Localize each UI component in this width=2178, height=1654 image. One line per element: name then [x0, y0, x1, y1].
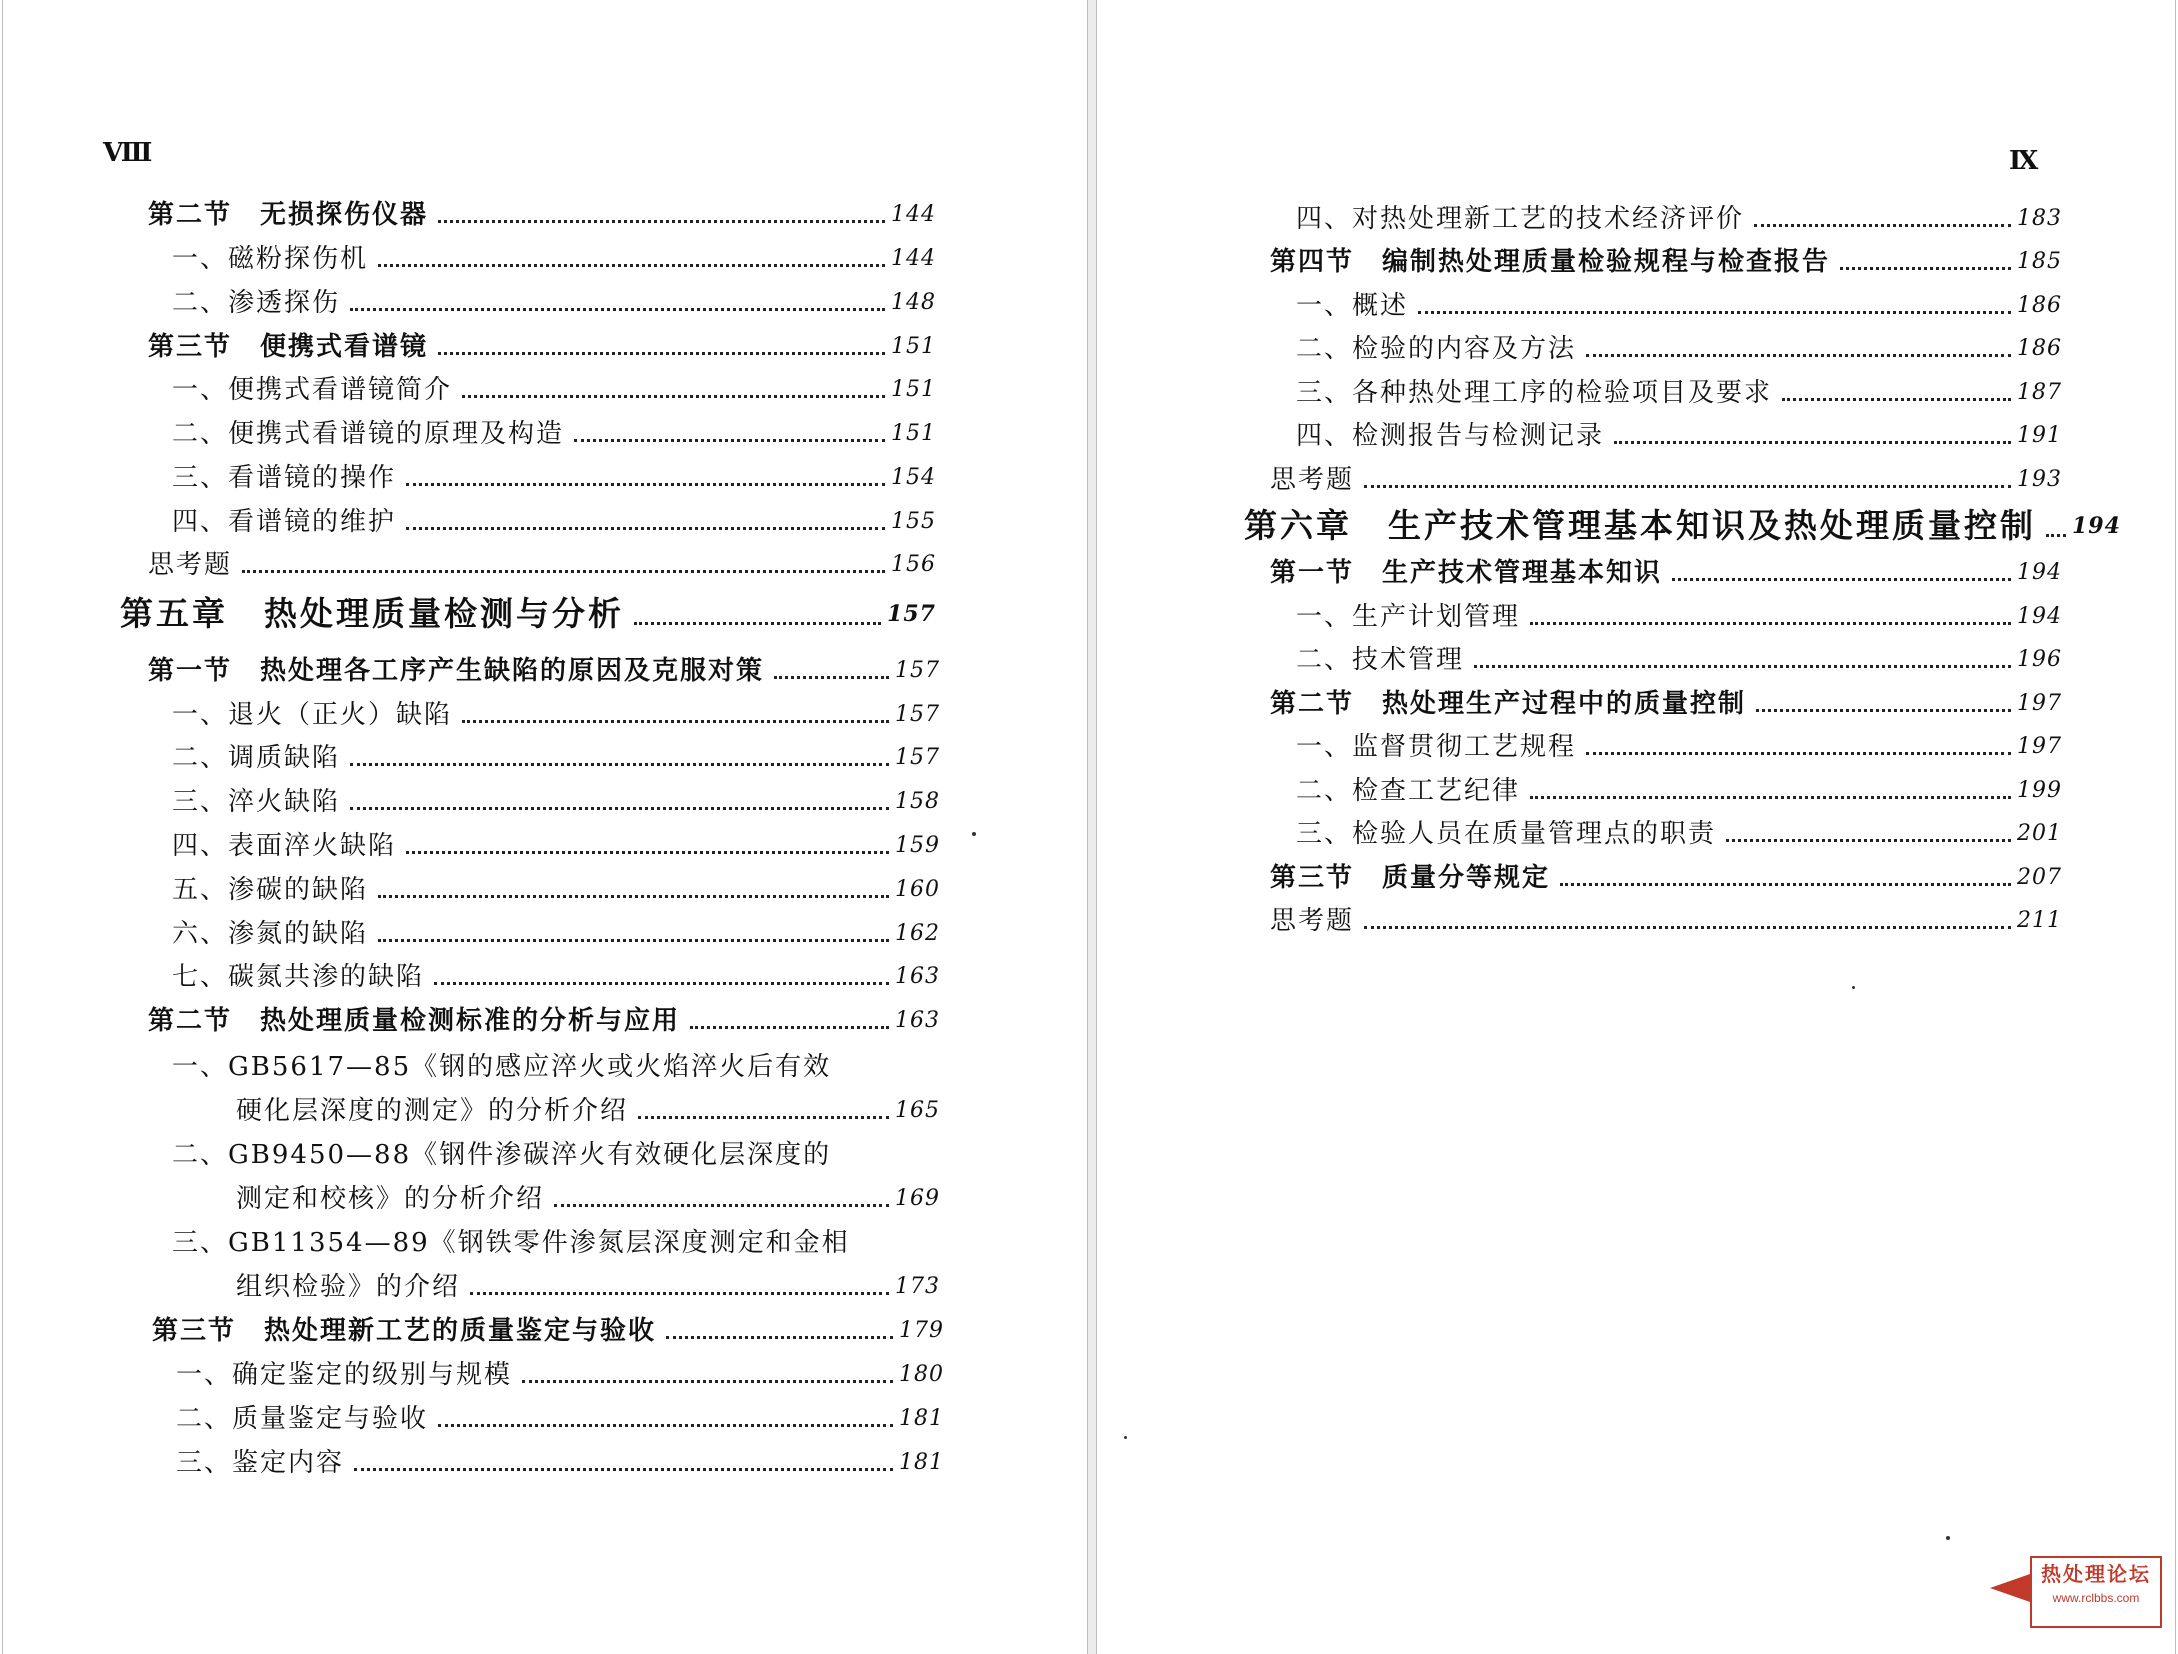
toc-entry: [172, 829, 940, 863]
toc-entry: [1270, 861, 2062, 895]
dot-leader: [1364, 926, 2011, 929]
toc-entry-title: 第一节 生产技术管理基本知识: [1270, 558, 1663, 588]
dot-leader: [462, 720, 889, 723]
dot-leader: [378, 264, 885, 267]
toc-page-number: 151: [891, 421, 936, 446]
dot-leader: [470, 1292, 889, 1295]
toc-page-number: 158: [895, 789, 940, 814]
toc-page-number: 194: [2072, 513, 2121, 539]
toc-page-number: 197: [2017, 691, 2062, 716]
toc-page-number: 151: [891, 377, 936, 402]
toc-page-number: 162: [895, 921, 940, 946]
dot-leader: [1672, 578, 2011, 581]
toc-entry-title: 四、检测报告与检测记录: [1296, 421, 1605, 451]
dot-leader: [350, 807, 889, 810]
dot-leader: [2046, 534, 2066, 537]
toc-entry-title: 一、GB5617—85《钢的感应淬火或火焰淬火后有效: [172, 1052, 832, 1082]
dot-leader: [354, 1468, 893, 1471]
toc-entry: [1270, 245, 2062, 279]
toc-entry: [172, 286, 936, 320]
dot-leader: [1726, 839, 2011, 842]
dot-leader: [1364, 485, 2011, 488]
toc-page-number: 197: [2017, 734, 2062, 759]
toc-entry: [1296, 730, 2062, 764]
toc-entry: [148, 330, 936, 364]
toc-entry: [1296, 600, 2062, 634]
watermark-stamp: [2030, 1556, 2162, 1628]
dot-leader: [1474, 665, 2011, 668]
toc-entry: [176, 1358, 944, 1392]
dot-leader: [554, 1204, 889, 1207]
toc-entry: [1296, 202, 2062, 236]
toc-page-number: 193: [2017, 467, 2062, 492]
toc-entry-title: 二、渗透探伤: [172, 288, 341, 318]
dot-leader: [1530, 622, 2011, 625]
toc-entry-title: 五、渗碳的缺陷: [172, 875, 369, 905]
toc-entry-title: 思考题: [148, 550, 233, 580]
toc-entry-title: 二、便携式看谱镜的原理及构造: [172, 419, 565, 449]
toc-page-number: 157: [887, 601, 936, 627]
dot-leader: [1756, 709, 2011, 712]
watermark-arrow-icon: [1990, 1574, 2030, 1602]
toc-entry-title: 第三节 热处理新工艺的质量鉴定与验收: [152, 1316, 657, 1346]
toc-entry-title: 第二节 热处理质量检测标准的分析与应用: [148, 1006, 681, 1036]
toc-entry: [1244, 506, 2121, 546]
toc-page-number: 186: [2017, 336, 2062, 361]
dot-leader: [438, 220, 885, 223]
toc-entry-title: 思考题: [1270, 465, 1355, 495]
dot-leader: [1530, 796, 2011, 799]
toc-page-number: 183: [2017, 206, 2062, 231]
toc-page-number: 155: [891, 509, 936, 534]
toc-entry: [120, 594, 936, 634]
scan-speck: [1852, 986, 1855, 989]
toc-page-number: 207: [2017, 865, 2062, 890]
toc-page-number: 191: [2017, 423, 2062, 448]
toc-entry: [172, 1226, 850, 1260]
toc-entry: [172, 417, 936, 451]
toc-entry-title: 三、淬火缺陷: [172, 787, 341, 817]
toc-entry-title: 第三节 便携式看谱镜: [148, 332, 429, 362]
toc-entry-title: 思考题: [1270, 906, 1355, 936]
dot-leader: [574, 439, 885, 442]
toc-entry: [172, 461, 936, 495]
toc-entry-title-continued: 硬化层深度的测定》的分析介绍: [236, 1096, 629, 1126]
dot-leader: [1754, 224, 2011, 227]
toc-entry-title: 二、GB9450—88《钢件渗碳淬火有效硬化层深度的: [172, 1140, 832, 1170]
toc-entry-title: 一、监督贯彻工艺规程: [1296, 732, 1577, 762]
toc-page-number: 199: [2017, 778, 2062, 803]
toc-page-number: 159: [895, 833, 940, 858]
toc-page-number: 157: [895, 702, 940, 727]
toc-entry: [172, 242, 936, 276]
toc-entry: [1270, 463, 2062, 497]
toc-entry: [1296, 289, 2062, 323]
toc-entry-title: 七、碳氮共渗的缺陷: [172, 962, 425, 992]
scan-speck: [1946, 1536, 1950, 1540]
toc-entry-title: 四、看谱镜的维护: [172, 507, 397, 537]
toc-entry-title: 一、磁粉探伤机: [172, 244, 369, 274]
right-page-number: Ⅸ: [2009, 146, 2040, 176]
dot-leader: [434, 982, 889, 985]
toc-entry-title: 二、质量鉴定与验收: [176, 1404, 429, 1434]
toc-entry: [1296, 774, 2062, 808]
toc-page-number: 144: [891, 246, 936, 271]
toc-entry: [152, 1314, 944, 1348]
toc-entry: [1270, 687, 2062, 721]
toc-page-number: 154: [891, 465, 936, 490]
dot-leader: [1586, 752, 2011, 755]
toc-entry-continuation: [236, 1094, 940, 1128]
toc-entry-title: 第五章 热处理质量检测与分析: [120, 594, 624, 633]
book-gutter: [1088, 0, 1096, 1654]
dot-leader: [638, 1116, 889, 1119]
toc-entry: [1296, 643, 2062, 677]
dot-leader: [1614, 441, 2011, 444]
toc-entry-title: 三、看谱镜的操作: [172, 463, 397, 493]
toc-page-number: 180: [899, 1362, 944, 1387]
dot-leader: [1418, 311, 2011, 314]
toc-entry-title: 第四节 编制热处理质量检验规程与检查报告: [1270, 247, 1831, 277]
toc-entry-title: 三、检验人员在质量管理点的职责: [1296, 819, 1717, 849]
toc-entry-title: 一、概述: [1296, 291, 1409, 321]
dot-leader: [350, 308, 885, 311]
toc-page-number: 186: [2017, 293, 2062, 318]
toc-entry-title: 一、便携式看谱镜简介: [172, 375, 453, 405]
toc-entry-title: 二、调质缺陷: [172, 743, 341, 773]
toc-entry: [1296, 817, 2062, 851]
watermark-url: www.rclbbs.com: [2052, 1591, 2140, 1605]
toc-page-number: 156: [891, 552, 936, 577]
toc-entry: [172, 505, 936, 539]
toc-entry: [172, 741, 940, 775]
dot-leader: [462, 395, 885, 398]
toc-page-number: 165: [895, 1098, 940, 1123]
left-page-number: Ⅷ: [103, 138, 154, 168]
dot-leader: [378, 895, 889, 898]
toc-entry-title: 第一节 热处理各工序产生缺陷的原因及克服对策: [148, 656, 765, 686]
toc-page-number: 151: [891, 334, 936, 359]
dot-leader: [242, 570, 885, 573]
toc-entry-title: 第六章 生产技术管理基本知识及热处理质量控制: [1244, 506, 2036, 545]
toc-page-number: 179: [899, 1318, 944, 1343]
dot-leader: [438, 1424, 893, 1427]
toc-entry: [1296, 376, 2062, 410]
toc-entry: [172, 960, 940, 994]
toc-entry: [172, 1138, 831, 1172]
dot-leader: [774, 676, 889, 679]
toc-entry: [172, 373, 936, 407]
toc-page-number: 201: [2017, 821, 2062, 846]
toc-page-number: 157: [895, 658, 940, 683]
toc-entry-title-continued: 组织检验》的介绍: [236, 1272, 461, 1302]
toc-entry-title: 一、退火（正火）缺陷: [172, 700, 453, 730]
toc-page-number: 181: [899, 1406, 944, 1431]
dot-leader: [350, 763, 889, 766]
toc-entry: [172, 917, 940, 951]
toc-entry-continuation: [236, 1270, 940, 1304]
dot-leader: [666, 1336, 893, 1339]
toc-entry: [148, 1004, 940, 1038]
toc-page-number: 160: [895, 877, 940, 902]
toc-entry: [1296, 419, 2062, 453]
toc-entry-title: 二、检查工艺纪律: [1296, 776, 1521, 806]
toc-entry: [1296, 332, 2062, 366]
dot-leader: [690, 1026, 889, 1029]
dot-leader: [406, 851, 889, 854]
toc-page-number: 173: [895, 1274, 940, 1299]
dot-leader: [406, 527, 885, 530]
dot-leader: [522, 1380, 893, 1383]
toc-entry-title: 三、GB11354—89《钢铁零件渗氮层深度测定和金相: [172, 1228, 850, 1258]
toc-page-number: 181: [899, 1450, 944, 1475]
toc-page-number: 169: [895, 1186, 940, 1211]
toc-page-number: 194: [2017, 604, 2062, 629]
toc-entry: [1270, 556, 2062, 590]
dot-leader: [438, 352, 885, 355]
toc-entry: [148, 198, 936, 232]
dot-leader: [378, 939, 889, 942]
toc-page-number: 148: [891, 290, 936, 315]
toc-page-number: 185: [2017, 249, 2062, 274]
toc-page-number: 211: [2017, 908, 2062, 933]
toc-entry: [172, 873, 940, 907]
scan-speck: [972, 832, 976, 836]
toc-entry-title: 第二节 无损探伤仪器: [148, 200, 429, 230]
toc-entry-title: 二、检验的内容及方法: [1296, 334, 1577, 364]
toc-entry: [148, 654, 940, 688]
dot-leader: [634, 622, 881, 625]
toc-entry: [172, 1050, 831, 1084]
toc-entry-title: 六、渗氮的缺陷: [172, 919, 369, 949]
toc-entry-title: 三、鉴定内容: [176, 1448, 345, 1478]
toc-entry: [172, 785, 940, 819]
watermark-title: 热处理论坛: [2041, 1562, 2151, 1586]
dot-leader: [1560, 883, 2011, 886]
toc-page-number: 163: [895, 964, 940, 989]
toc-entry: [176, 1446, 944, 1480]
toc-entry-continuation: [236, 1182, 940, 1216]
toc-entry-title: 第三节 质量分等规定: [1270, 863, 1551, 893]
toc-entry-title: 二、技术管理: [1296, 645, 1465, 675]
toc-entry-title-continued: 测定和校核》的分析介绍: [236, 1184, 545, 1214]
toc-entry: [1270, 904, 2062, 938]
toc-entry-title: 三、各种热处理工序的检验项目及要求: [1296, 378, 1773, 408]
dot-leader: [1840, 267, 2011, 270]
dot-leader: [1586, 354, 2011, 357]
dot-leader: [1782, 398, 2011, 401]
toc-page-number: 157: [895, 745, 940, 770]
toc-page-number: 163: [895, 1008, 940, 1033]
toc-entry: [176, 1402, 944, 1436]
toc-entry-title: 四、表面淬火缺陷: [172, 831, 397, 861]
toc-page-number: 194: [2017, 560, 2062, 585]
toc-entry-title: 一、生产计划管理: [1296, 602, 1521, 632]
toc-page-number: 187: [2017, 380, 2062, 405]
toc-entry-title: 四、对热处理新工艺的技术经济评价: [1296, 204, 1745, 234]
toc-page-number: 144: [891, 202, 936, 227]
dot-leader: [406, 483, 885, 486]
toc-entry-title: 第二节 热处理生产过程中的质量控制: [1270, 689, 1747, 719]
toc-entry: [172, 698, 940, 732]
toc-entry: [148, 548, 936, 582]
toc-page-number: 196: [2017, 647, 2062, 672]
scan-speck: [1124, 1436, 1127, 1439]
toc-entry-title: 一、确定鉴定的级别与规模: [176, 1360, 513, 1390]
